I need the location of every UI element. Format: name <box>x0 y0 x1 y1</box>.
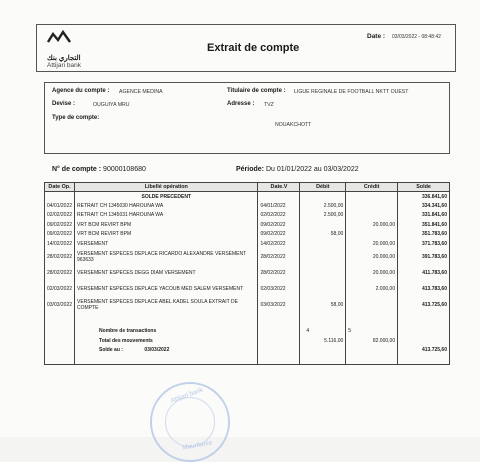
total-credit: 82.000,00 <box>346 336 398 346</box>
row-label: VERSEMENT ESPECES DEGG DIAM VERSEMENT <box>75 265 258 281</box>
total-debit: 5.116,00 <box>300 336 346 346</box>
row-label: RETRAIT CH 1345031 HAROUNA WA <box>75 211 258 221</box>
holder-value: LIGUE REGINALE DE FOOTBALL NKTT OUEST <box>294 89 409 95</box>
row-balance: 371.783,60 <box>398 239 450 249</box>
account-info-box <box>44 82 450 154</box>
credit-count: 5 <box>346 327 398 337</box>
row-debit: 58,00 <box>300 230 346 240</box>
agency-value: AGENCE MEDINA <box>119 89 163 95</box>
row-balance: 391.783,60 <box>398 249 450 265</box>
bank-logo <box>45 30 85 70</box>
row-date: 02/02/2022 <box>45 211 75 221</box>
city-value: NOUAKCHOTT <box>275 122 312 128</box>
holder-label: Titulaire de compte : <box>227 88 286 94</box>
statement-header <box>36 24 456 72</box>
row-balance: 351.783,60 <box>398 230 450 240</box>
transactions-table <box>44 182 450 365</box>
row-value-date: 28/02/2022 <box>258 265 300 281</box>
row-debit <box>300 281 346 297</box>
closing-balance-value: 413.725,60 <box>398 346 450 356</box>
closing-balance-date: 03/03/2022 <box>144 347 170 354</box>
row-date: 28/02/2022 <box>45 265 75 281</box>
row-balance: 334.341,60 <box>398 201 450 211</box>
row-credit <box>346 211 398 221</box>
row-label: VRT BCM REVIRT BPM <box>75 230 258 240</box>
totals-label: Total des mouvements <box>75 336 258 346</box>
row-debit: 2.500,00 <box>300 211 346 221</box>
address-value: TVZ <box>264 102 274 108</box>
row-value-date: 02/03/2022 <box>258 281 300 297</box>
column-header-date: Date Op. <box>45 183 75 192</box>
period-label: Période: <box>236 166 265 173</box>
opening-balance-row <box>45 192 450 202</box>
row-balance: 351.841,60 <box>398 220 450 230</box>
period-value: Du 01/01/2022 au 03/03/2022 <box>265 166 359 173</box>
opening-balance-label: SOLDE PRECEDENT <box>75 192 258 202</box>
row-label: VERSEMENT ESPECES DEPLACE ABEL KADEL SOULA EXTRAIT DE COMPTE <box>75 297 258 313</box>
account-type-label: Type de compte: <box>52 115 100 121</box>
table-row <box>45 297 450 313</box>
row-label: VERSEMENT ESPECES DEPLACE RICARDO ALEXANDRE VERSEMENT 963633 <box>75 249 258 265</box>
row-credit: 2.000,00 <box>346 281 398 297</box>
bank-name-en: Attijari bank <box>47 62 81 69</box>
currency-value: OUGUIYA MRU <box>93 102 130 108</box>
row-label: VERSEMENT ESPECES DEPLACE YACOUB MED SALEM VERSEMENT <box>75 281 258 297</box>
table-row <box>45 230 450 240</box>
row-balance: 413.783,60 <box>398 281 450 297</box>
table-row <box>45 239 450 249</box>
row-credit: 20.000,00 <box>346 220 398 230</box>
column-header-value-date: Date.V <box>258 183 300 192</box>
row-value-date: 04/01/2022 <box>258 201 300 211</box>
debit-count: 4 <box>300 327 346 337</box>
account-number-value: 90000108680 <box>103 166 146 173</box>
table-row <box>45 281 450 297</box>
row-credit <box>346 297 398 313</box>
row-balance: 411.783,60 <box>398 265 450 281</box>
row-date: 02/03/2022 <box>45 281 75 297</box>
row-debit <box>300 249 346 265</box>
row-label: VERSEMENT <box>75 239 258 249</box>
date-label: Date : <box>367 33 386 40</box>
row-debit <box>300 265 346 281</box>
row-label: VRT BCM REVIRT BPM <box>75 220 258 230</box>
row-credit: 20.000,00 <box>346 249 398 265</box>
row-credit <box>346 230 398 240</box>
bank-name-ar: التجاري بنك <box>47 55 81 62</box>
column-header-debit: Débit <box>300 183 346 192</box>
row-balance: 413.725,60 <box>398 297 450 313</box>
row-date: 09/02/2022 <box>45 230 75 240</box>
row-label: RETRAIT CH 1345030 HAROUNA WA <box>75 201 258 211</box>
row-value-date: 09/02/2022 <box>258 230 300 240</box>
row-credit <box>346 201 398 211</box>
table-header-row <box>45 183 450 192</box>
closing-balance-label <box>75 346 258 356</box>
account-number <box>52 166 146 173</box>
address-label: Adresse : <box>227 101 255 107</box>
row-value-date: 14/02/2022 <box>258 239 300 249</box>
closing-balance-label-text: Solde au : <box>99 347 123 354</box>
table-row <box>45 201 450 211</box>
row-debit: 58,00 <box>300 297 346 313</box>
bank-logo-icon <box>47 30 71 44</box>
stamp-bottom-text: Mauritanie <box>181 439 213 452</box>
table-row <box>45 220 450 230</box>
row-debit: 2.500,00 <box>300 201 346 211</box>
row-date: 28/02/2022 <box>45 249 75 265</box>
agency-label: Agence du compte : <box>52 88 110 94</box>
row-debit <box>300 239 346 249</box>
currency-label: Devise : <box>52 101 76 107</box>
table-row <box>45 265 450 281</box>
row-value-date: 02/02/2022 <box>258 211 300 221</box>
document-title: Extrait de compte <box>207 42 300 54</box>
row-balance: 331.841,60 <box>398 211 450 221</box>
summary-totals-row <box>45 336 450 346</box>
summary-balance-row <box>45 346 450 356</box>
bank-stamp <box>150 382 230 462</box>
transactions-count-label: Nombre de transactions <box>75 327 258 337</box>
row-value-date: 28/02/2022 <box>258 249 300 265</box>
summary-transactions-row <box>45 327 450 337</box>
table-row <box>45 249 450 265</box>
row-value-date: 03/03/2022 <box>258 297 300 313</box>
row-credit: 20.000,00 <box>346 265 398 281</box>
account-number-label: N° de compte : <box>52 166 102 173</box>
table-row <box>45 211 450 221</box>
row-date: 04/01/2022 <box>45 201 75 211</box>
row-date: 14/02/2022 <box>45 239 75 249</box>
row-credit: 20.000,00 <box>346 239 398 249</box>
stamp-top-text: Attijari bank <box>169 386 205 405</box>
row-value-date: 09/02/2022 <box>258 220 300 230</box>
column-header-balance: Solde <box>398 183 450 192</box>
column-header-label: Libellé opération <box>75 183 258 192</box>
column-header-credit: Crédit <box>346 183 398 192</box>
statement-period <box>236 166 359 173</box>
date-value: 03/03/2022 - 08:48:42 <box>392 34 441 40</box>
opening-balance-value: 336.841,60 <box>398 192 450 202</box>
row-date: 03/03/2022 <box>45 297 75 313</box>
row-debit <box>300 220 346 230</box>
row-date: 09/02/2022 <box>45 220 75 230</box>
